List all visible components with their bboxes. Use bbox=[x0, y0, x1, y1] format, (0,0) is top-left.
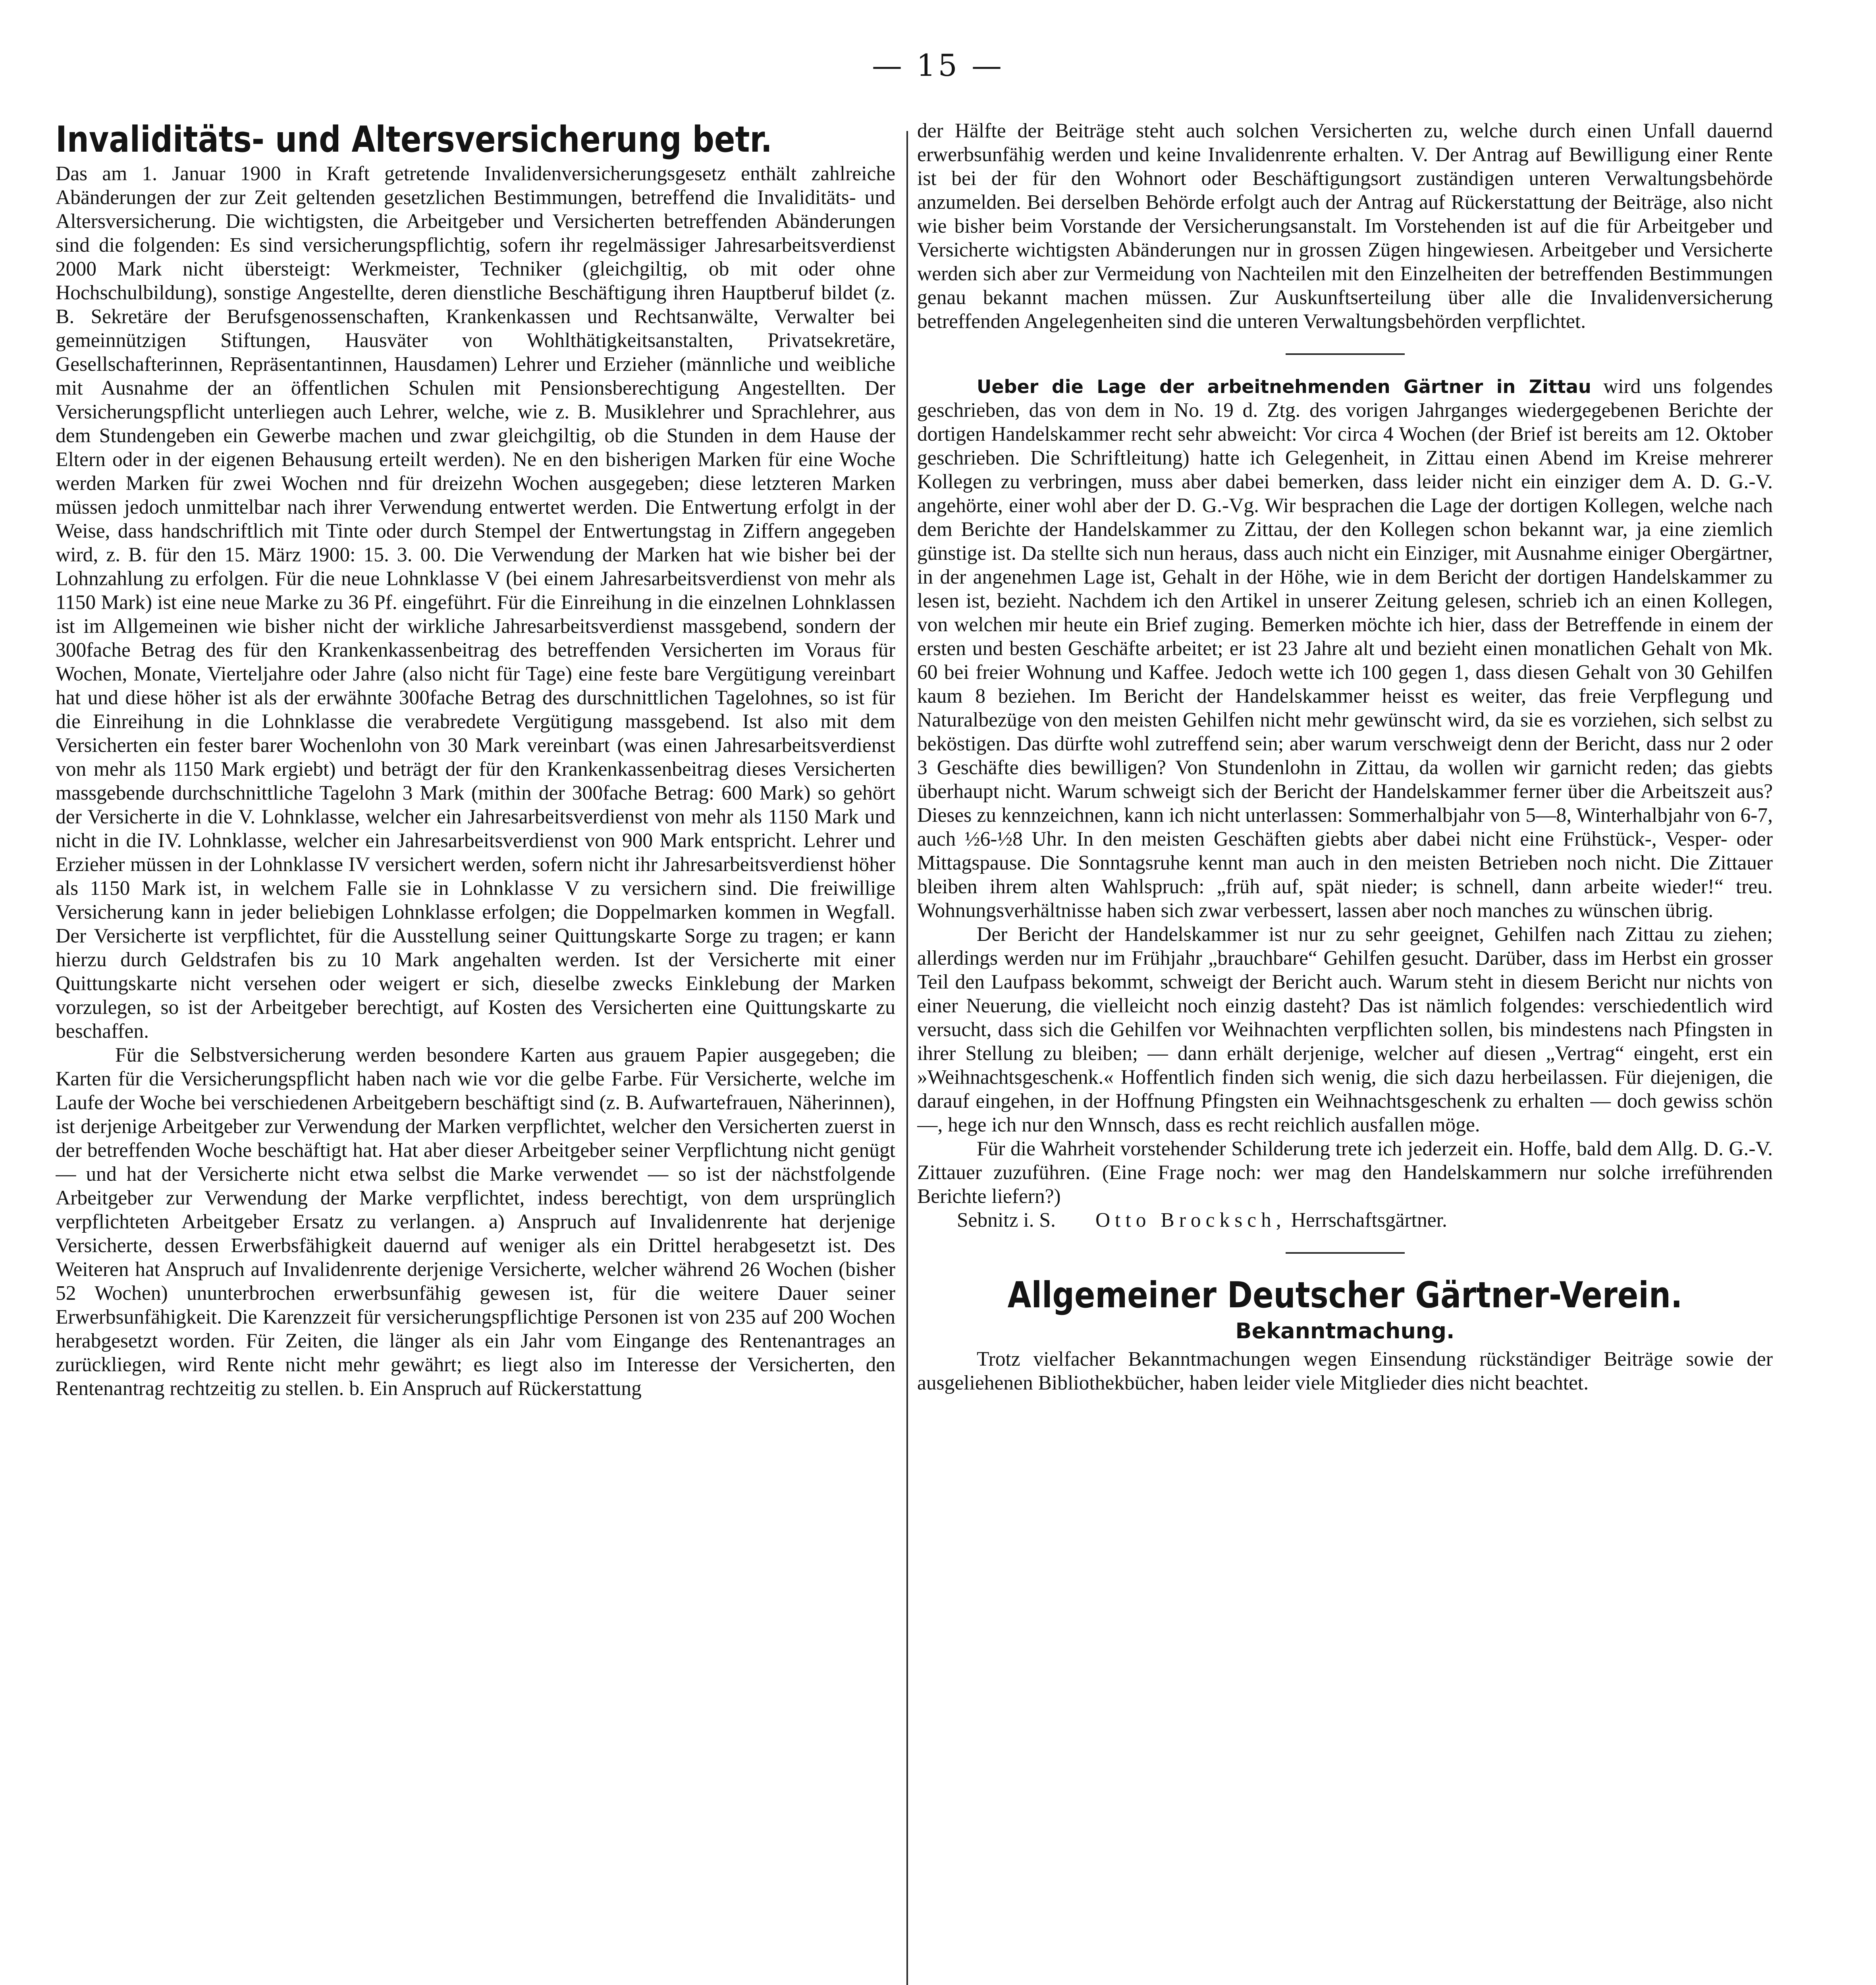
article-paragraph: Das am 1. Januar 1900 in Kraft getretende Invalidenversicherungsgesetz enthält zahlreiche Abänderungen der zur Zeit geltenden gesetzlichen Bestimmungen, betreffend die Invaliditäts- und Altersversicherung. Die wichtigsten, die Arbeitgeber und Versicherten betreffenden Abänderungen sind die folgenden: Es sind versicherungspflichtig, sofern ihr regelmässiger Jahresarbeitsverdienst 2000 Mark nicht übersteigt: Werkmeister, Techniker (gleichgiltig, ob mit oder ohne Hochschulbildung), sonstige Angestellte, deren dienstliche Beschäftigung ihren Hauptberuf bildet (z. B. Sekretäre der Berufsgenossenschaften, Krankenkassen und Rechtsanwälte, Verwalter bei gemeinnützigen Stiftungen, Hausväter von Wohlthätigkeitsanstalten, Privatsekretäre, Gesellschafterinnen, Repräsentantinnen, Hausdamen) Lehrer und Erzieher (männliche und weibliche mit Ausnahme der an öffentlichen Schulen mit Pensionsberechtigung Angestellten. Der Versicherungspflicht unterliegen auch Lehrer, welche, wie z. B. Musiklehrer und Sprachlehrer, aus dem Stundengeben ein Gewerbe machen und zwar gleichgiltig, ob die Stunden in dem Hause der Eltern oder in der eigenen Behausung erteilt werden). Ne en den bisherigen Marken für eine Woche werden Marken für zwei Wochen nnd für dreizehn Wochen ausgegeben; diese letzteren Marken müssen jedoch unmittelbar nach ihrer Verwendung entwertet werden. Die Entwertung erfolgt in der Weise, dass handschriftlich mit Tinte oder durch Stempel der Entwertungstag in Ziffern angegeben wird, z. B. für den 15. März 1900: 15. 3. 00. Die Verwendung der Marken hat wie bisher bei der Lohnzahlung zu erfolgen. Für die neue Lohnklasse V (bei einem Jahresarbeitsverdienst von mehr als 1150 Mark) ist eine neue Marke zu 36 Pf. eingeführt. Für die Einreihung in die einzelnen Lohnklassen ist im Allgemeinen wie bisher nicht der wirkliche Jahresarbeitsverdienst massgebend, sondern der 300fache Betrag des für den Krankenkassenbeitrag des betreffenden Versicherten im Voraus für Wochen, Monate, Vierteljahre oder Jahre (also nicht für Tage) eine feste bare Vergütigung vereinbart hat und diese höher ist als der erwähnte 300fache Betrag des durschnittlichen Tagelohnes, so ist für die Einreihung in die Lohnklasse die verabredete Vergütigung massgebend. Ist also mit dem Versicherten ein fester barer Wochenlohn von 30 Mark vereinbart (was einen Jahresarbeitsverdienst von mehr als 1150 Mark ergiebt) und beträgt der für den Krankenkassenbeitrag dieses Versicherten massgebende durchschnittliche Tagelohn 3 Mark (mithin der 300fache Betrag: 600 Mark) so gehört der Versicherte in die V. Lohnklasse, welcher ein Jahresarbeitsverdienst von mehr als 1150 Mark und nicht in die IV. Lohnklasse, welcher ein Jahresarbeitsverdienst von 900 Mark entspricht. Lehrer und Erzieher müssen in der Lohnklasse IV versichert werden, sofern nicht ihr Jahresarbeitsverdienst höher als 1150 Mark ist, in welchem Falle sie in Lohnklasse V zu versichern sind. Die freiwillige Versicherung kann in jeder beliebigen Lohnklasse erfolgen; die Doppelmarken kommen in Wegfall. Der Versicherte ist verpflichtet, für die Ausstellung seiner Quittungskarte Sorge zu tragen; er kann hierzu durch Geldstrafen bis zu 10 Mark angehalten werden. Ist der Versicherte mit einer Quittungskarte nicht versehen oder weigert er sich, dieselbe zwecks Einklebung der Marken vorzulegen, so ist der Arbeitgeber berechtigt, auf Kosten des Versicherten eine Quittungskarte zu beschaffen. bbox=[56, 162, 895, 1043]
article-paragraph-zittau bbox=[917, 375, 1773, 923]
article-subtitle: Bekanntmachung. bbox=[1235, 1318, 1455, 1343]
article-title-invaliditaet: Invaliditäts- und Altersversicherung betr. bbox=[56, 119, 773, 160]
left-column bbox=[56, 119, 895, 1985]
article-title-zittau: Ueber die Lage der arbeitnehmenden Gärtner in Zittau bbox=[977, 376, 1591, 397]
article-paragraph: Für die Wahrheit vorstehender Schilderung trete ich jederzeit ein. Hoffe, bald dem Allg. D. G.-V. Zittauer zuzuführen. (Eine Frage noch: wer mag den Handelskammern nur solche irreführenden Berichte liefern?) bbox=[917, 1137, 1773, 1208]
author-name: Otto Brocksch, bbox=[1095, 1209, 1286, 1231]
signature-author bbox=[1095, 1208, 1447, 1232]
signature-place: Sebnitz i. S. bbox=[957, 1209, 1056, 1231]
article-paragraph-continued: der Hälfte der Beiträge steht auch solchen Versicherten zu, welche durch einen Unfall dauernd erwerbsunfähig werden und keine Invalidenrente erhalten. V. Der Antrag auf Bewilligung einer Rente ist bei der für den Wohnort oder Beschäftigungsort zuständigen unteren Verwaltungsbehörde anzumelden. Bei derselben Behörde erfolgt auch der Antrag auf Rückerstattung der Beiträge, also nicht wie bisher beim Vorstande der Versicherungsanstalt. Im Vorstehenden ist auf die für Arbeitgeber und Versicherte wichtigsten Abänderungen nur in grossen Zügen hingewiesen. Arbeitgeber und Versicherte werden sich aber zur Vermeidung von Nachteilen mit den Einzelheiten der betreffenden Bestimmungen genau bekannt machen müssen. Zur Auskunftserteilung über alle die Invalidenversicherung betreffenden Angelegenheiten sind die unteren Verwaltungsbehörden verpflichtet. bbox=[917, 119, 1773, 333]
article-paragraph: Der Bericht der Handelskammer ist nur zu sehr geeignet, Gehilfen nach Zittau zu ziehen; allerdings werden nur im Frühjahr „brauchbare“ Gehilfen gesucht. Darüber, dass im Herbst ein grosser Teil den Laufpass bekommt, schweigt der Bericht auch. Warum steht in diesem Bericht nur nichts von einer Neuerung, die vielleicht noch einzig dasteht? Das ist nämlich folgendes: verschiedentlich wird versucht, dass sich die Gehilfen vor Weihnachten verpflichten sollen, bis mindestens nach Pfingsten in ihrer Stellung zu bleiben; — dann erhält derjenige, welcher auf diesen „Vertrag“ eingeht, erst ein »Weihnachtsgeschenk.« Hoffentlich finden sich wenig, die sich dazu herbeilassen. Für diejenigen, die darauf eingehen, in der Hoffnung Pfingsten ein Weihnachtsgeschenk zu erhalten — doch gewiss schön —, hege ich nur den Wnnsch, dass es recht reichlich ausfallen möge. bbox=[917, 923, 1773, 1136]
column-divider bbox=[906, 131, 908, 1985]
article-text: wird uns folgendes geschrieben, das von dem in No. 19 d. Ztg. des vorigen Jahrganges wiedergegebenen Berichte der dortigen Handelskammer recht sehr abweicht: Vor circa 4 Wochen (der Brief ist bereits am 12. Oktober geschrieben. Die Schriftleitung) hatte ich Gelegenheit, in Zittau einen Abend im Kreise mehrerer Kollegen zu verbringen, muss aber dabei bemerken, dass leider nicht ein einziger dem A. D. G.-V. angehörte, einer wohl aber der D. G.-Vg. Wir besprachen die Lage der dortigen Kollegen, welche nach dem Berichte der Handelskammer zu Zittau, der den Kollegen schon bekannt war, ja eine ziemlich günstige ist. Da stellte sich nun heraus, dass auch nicht ein Einziger, mit Ausnahme einiger Obergärtner, in der angenehmen Lage ist, Gehalt in der Höhe, wie in dem Bericht der dortigen Handelskammer zu lesen ist, bezieht. Nachdem ich den Artikel in unserer Zeitung gelesen, schrieb ich an einen Kollegen, von welchen mir heute ein Brief zuging. Bemerken möchte ich hier, dass der Betreffende in einem der ersten und besten Geschäfte arbeitet; er ist 23 Jahre alt und bezieht einen monatlichen Gehalt von Mk. 60 bei freier Wohnung und Kaffee. Jedoch wette ich 100 gegen 1, dass diesen Gehalt von 30 Gehilfen kaum 8 beziehen. Im Bericht der Handelskammer heisst es weiter, das freie Verpflegung und Naturalbezüge von den meisten Gehilfen nicht mehr gewünscht wird, da sie es vorziehen, sich selbst zu beköstigen. Das dürfte wohl zutreffend sein; aber warum verschweigt denn der Bericht, dass nur 2 oder 3 Geschäfte dies bewilligen? Von Stundenlohn in Zittau, da wollen wir garnicht reden; das giebts überhaupt nicht. Warum schweigt sich der Bericht der Handelskammer ferner über die Arbeitszeit aus? Dieses zu kennzeichnen, kann ich nicht unterlassen: Sommerhalbjahr von 5—8, Winterhalbjahr von 6-7, auch ½6-½8 Uhr. In den meisten Geschäften giebts aber dabei nicht eine Frühstück-, Vesper- oder Mittagspause. Die Sonntagsruhe kennt man auch in den meisten Betrieben noch nicht. Die Zittauer bleiben ihrem alten Wahlspruch: „früh auf, spät nieder; is schnell, dann arbeite wieder!“ treu. Wohnungsverhältnisse haben sich zwar verbessert, lassen aber noch manches zu wünschen übrig. bbox=[917, 375, 1773, 922]
article-paragraph: Für die Selbstversicherung werden besondere Karten aus grauem Papier ausgegeben; die Karten für die Versicherungspflicht haben nach wie vor die gelbe Farbe. Für Versicherte, welche im Laufe der Woche bei verschiedenen Arbeitgebern beschäftigt sind (z. B. Aufwartefrauen, Näherinnen), ist derjenige Arbeitgeber zur Verwendung der Marken verpflichtet, welcher den Versicherten zuerst in der betreffenden Woche beschäftigt hat. Hat aber dieser Arbeitgeber seiner Verpflichtung nicht genügt — und hat der Versicherte nicht etwa selbst die Marke verwendet — so ist der nächstfolgende Arbeitgeber zur Verwendung der Marke verpflichtet, indess berechtigt, von dem ursprünglich verpflichteten Arbeitgeber Ersatz zu verlangen. a) Anspruch auf Invalidenrente hat derjenige Versicherte, dessen Erwerbsfähigkeit dauernd auf weniger als ein Drittel herabgesetzt ist. Des Weiteren hat Anspruch auf Invalidenrente derjenige Versicherte, welcher während 26 Wochen (bisher 52 Wochen) ununterbrochen erwerbsunfähig gewesen ist, für die weitere Dauer seiner Erwerbsunfähigkeit. Die Karenzzeit für versicherungspflichtige Personen ist von 235 auf 200 Wochen herabgesetzt worden. Für Zeiten, die länger als ein Jahr vom Eingange des Rentenantrages an zurückliegen, wird Rente nicht mehr gewährt; es liegt also im Interesse der Versicherten, den Rentenantrag rechtzeitig zu stellen. b. Ein Anspruch auf Rückerstattung bbox=[56, 1044, 895, 1400]
right-column bbox=[917, 119, 1773, 1985]
page-number: — 15 — bbox=[871, 48, 1005, 83]
article-paragraph: Trotz vielfacher Bekanntmachungen wegen Einsendung rückständiger Beiträge sowie der ausgeliehenen Bibliothekbücher, haben leider viele Mitglieder dies nicht beachtet. bbox=[917, 1348, 1773, 1394]
signature-line bbox=[917, 1208, 1773, 1232]
author-role: Herrschaftsgärtner. bbox=[1291, 1209, 1447, 1231]
section-divider bbox=[1286, 1252, 1405, 1254]
article-title-verein: Allgemeiner Deutscher Gärtner-Verein. bbox=[1007, 1274, 1683, 1316]
section-divider bbox=[1286, 353, 1405, 355]
